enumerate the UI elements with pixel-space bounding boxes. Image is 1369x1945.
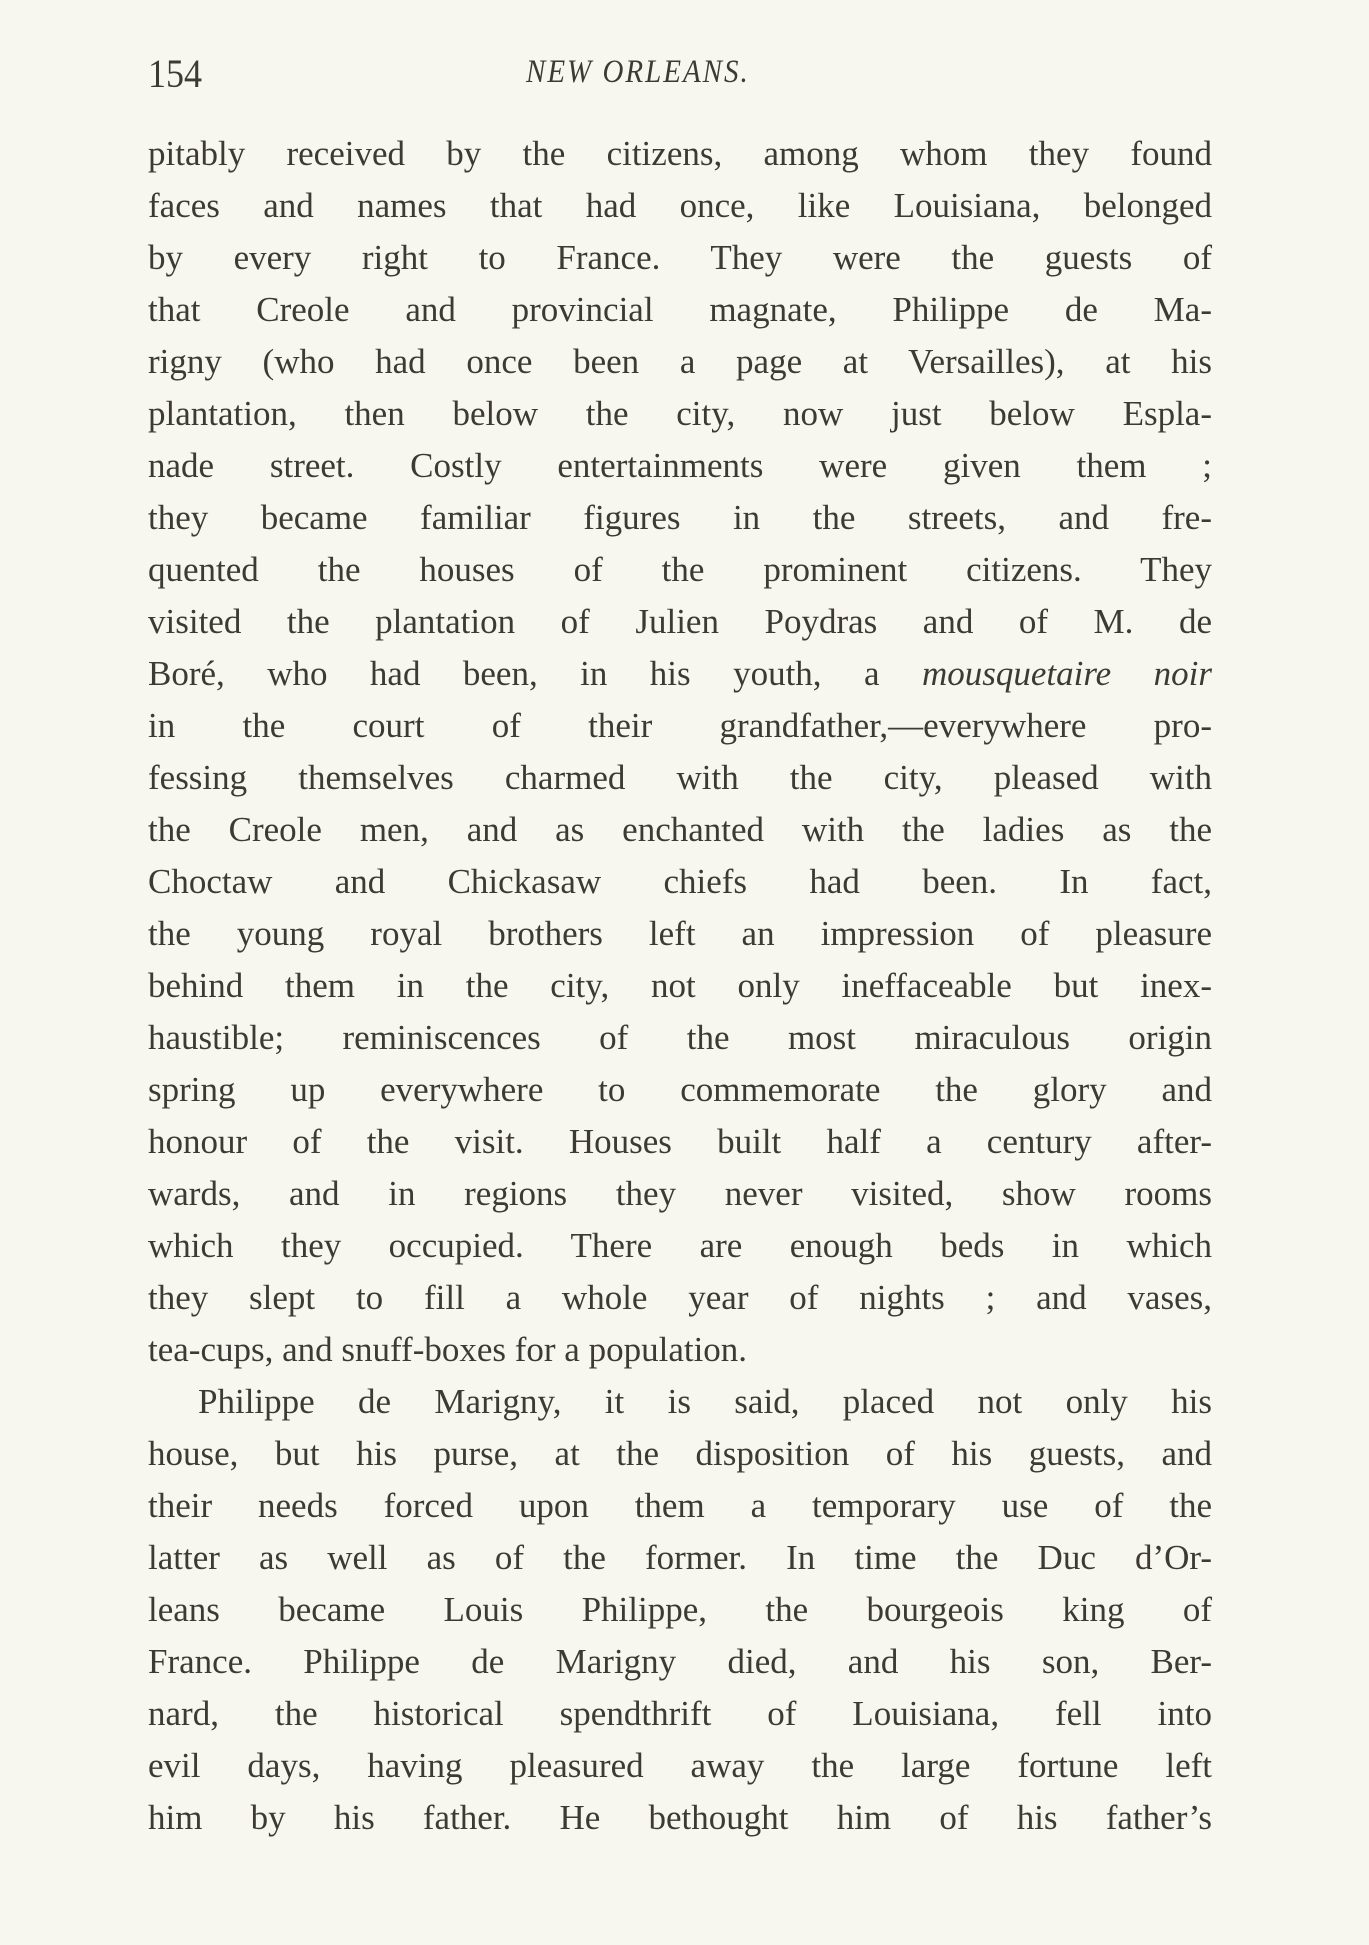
text-line: fessing themselves charmed with the city, pleased with [148,758,1212,797]
text-line: Philippe de Marigny, it is said, placed not only his [198,1382,1212,1421]
text-line: spring up everywhere to commemorate the glory and [148,1070,1212,1109]
text-line: behind them in the city, not only ineffaceable but inex- [148,966,1212,1005]
text-line: Choctaw and Chickasaw chiefs had been. In fact, [148,862,1212,901]
text-line: nard, the historical spendthrift of Louisiana, fell into [148,1694,1212,1733]
text-line: pitably received by the citizens, among whom they found [148,134,1212,173]
page-number: 154 [148,51,202,96]
text-line: leans became Louis Philippe, the bourgeois king of [148,1590,1212,1629]
text-line: the Creole men, and as enchanted with the ladies as the [148,810,1212,849]
italic-phrase: mousquetaire noir [921,654,1212,693]
text-line: evil days, having pleasured away the large fortune left [148,1746,1212,1785]
text-line: rigny (who had once been a page at Versailles), at his [148,342,1212,381]
text-line: visited the plantation of Julien Poydras and of M. de [148,602,1212,641]
text-line: their needs forced upon them a temporary use of the [148,1486,1212,1525]
text-line: which they occupied. There are enough beds in which [148,1226,1212,1265]
paragraph-2 [148,1376,1212,1844]
text-line: that Creole and provincial magnate, Philippe de Ma- [148,290,1212,329]
text-line: house, but his purse, at the disposition of his guests, and [148,1434,1212,1473]
text-line: him by his father. He bethought him of his father’s [148,1798,1212,1837]
text-line: latter as well as of the former. In time the Duc d’Or- [148,1538,1212,1577]
text-line: they became familiar figures in the streets, and fre- [148,498,1212,537]
running-title: NEW ORLEANS. [526,54,750,90]
text-line: plantation, then below the city, now just below Espla- [148,394,1212,433]
text-segment: Boré, who had been, in his youth, a [148,654,922,693]
paragraph-1 [148,128,1212,1376]
text-line: in the court of their grandfather,—everywhere pro- [148,706,1212,745]
text-line: wards, and in regions they never visited, show rooms [148,1174,1212,1213]
text-line: tea-cups, and snuff-boxes for a population. [148,1330,748,1369]
text-line: faces and names that had once, like Louisiana, belonged [148,186,1212,225]
text-line: quented the houses of the prominent citizens. They [148,550,1212,589]
text-line: the young royal brothers left an impression of pleasure [148,914,1212,953]
text-line: France. Philippe de Marigny died, and his son, Ber- [148,1642,1212,1681]
running-head [148,50,1212,100]
text-line: honour of the visit. Houses built half a century after- [148,1122,1212,1161]
text-line: by every right to France. They were the guests of [148,238,1212,277]
text-line: haustible; reminiscences of the most miraculous origin [148,1018,1212,1057]
text-line: nade street. Costly entertainments were given them ; [148,446,1212,485]
text-line: they slept to fill a whole year of nights ; and vases, [148,1278,1212,1317]
body-text [148,128,1212,1844]
text-line-with-italic [148,648,1212,700]
